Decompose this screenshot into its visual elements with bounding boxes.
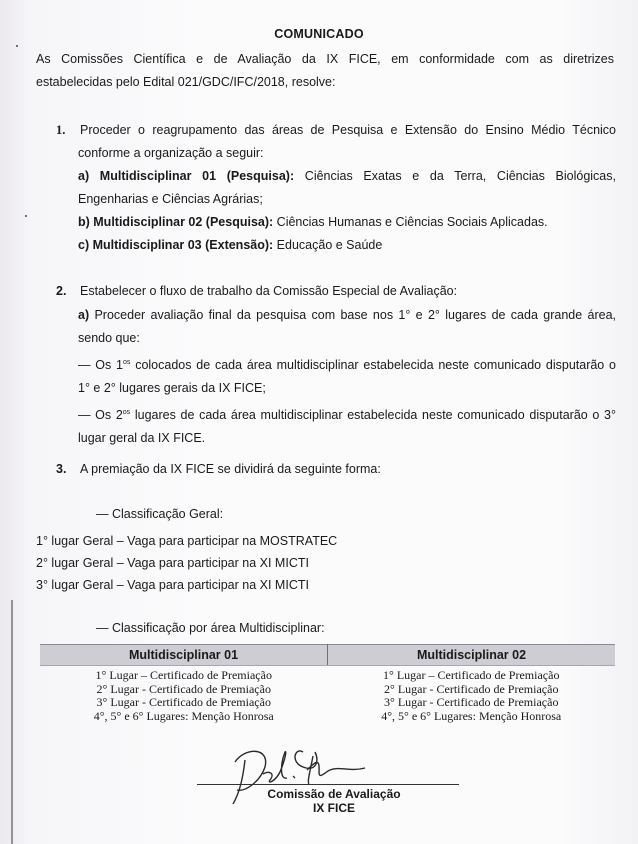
signature-line-1: Comissão de Avaliação bbox=[267, 787, 401, 801]
document-title: COMUNICADO bbox=[274, 27, 364, 41]
speck bbox=[16, 45, 18, 47]
item-3-number: 3. bbox=[56, 462, 67, 476]
table-row bbox=[40, 710, 615, 724]
item-3-line-1: A premiação da IX FICE se dividirá da seguinte forma: bbox=[80, 462, 381, 476]
table-row bbox=[40, 683, 615, 697]
item-1-c-label: c) Multidisciplinar 03 (Extensão): bbox=[78, 238, 274, 252]
bullet-2-prefix: — Os 2 bbox=[78, 407, 123, 422]
item-2-a-text-1: Proceder avaliação final da pesquisa com base nos 1° e 2° lugares de cada grande área, bbox=[94, 307, 616, 322]
item-2-a-label: a) bbox=[78, 307, 90, 322]
item-1-c bbox=[56, 234, 616, 257]
table-row bbox=[40, 666, 615, 683]
page-edge-shadow bbox=[11, 600, 13, 844]
table-cell: 1° Lugar – Certificado de Premiação bbox=[383, 668, 560, 682]
bullet-2-sup: os bbox=[122, 408, 131, 416]
item-1-a bbox=[56, 165, 616, 188]
item-1-number: 1. bbox=[56, 123, 66, 137]
intro-paragraph bbox=[36, 48, 614, 94]
item-1-a-text-1: Ciências Exatas e da Terra, Ciências Biológicas, bbox=[304, 169, 616, 183]
signature-block bbox=[195, 740, 465, 830]
item-1-b-label: b) Multidisciplinar 02 (Pesquisa): bbox=[78, 215, 274, 229]
item-2-bullet-2 bbox=[56, 401, 616, 428]
speck bbox=[25, 215, 27, 217]
item-3 bbox=[56, 458, 616, 481]
item-1-line-2: conforme a organização a seguir: bbox=[78, 146, 264, 160]
table-cell: 4°, 5° e 6° Lugares: Menção Honrosa bbox=[381, 708, 562, 723]
intro-line-1: As Comissões Científica e de Avaliação da IX FICE, em conformidade com as diretrizes bbox=[36, 52, 614, 66]
item-1-a-text-2: Engenharias e Ciências Agrárias; bbox=[78, 192, 263, 206]
item-2-a bbox=[56, 304, 616, 328]
geral-item: 2° lugar Geral – Vaga para participar na XI MICTI bbox=[36, 556, 309, 570]
column-header: Multidisciplinar 02 bbox=[328, 645, 616, 666]
item-1-c-text: Educação e Saúde bbox=[276, 238, 383, 252]
awards-table bbox=[40, 644, 615, 723]
classificacao-geral-list bbox=[36, 530, 337, 596]
column-header: Multidisciplinar 01 bbox=[40, 645, 328, 666]
item-2-a-text-2: sendo que: bbox=[78, 331, 140, 345]
table-cell: 4°, 5° e 6° Lugares: Menção Honrosa bbox=[93, 708, 274, 723]
item-1 bbox=[56, 119, 616, 257]
geral-item: 3° lugar Geral – Vaga para participar na XI MICTI bbox=[36, 578, 309, 592]
table-cell: 3° Lugar - Certificado de Premiação bbox=[96, 695, 271, 709]
table-cell: 3° Lugar - Certificado de Premiação bbox=[384, 695, 559, 709]
item-2-bullet-1 bbox=[56, 351, 616, 378]
geral-item: 1° lugar Geral – Vaga para participar na MOSTRATEC bbox=[36, 534, 338, 548]
item-2-number: 2. bbox=[56, 284, 67, 298]
classificacao-area-heading: — Classificação por área Multidisciplinar: bbox=[96, 621, 325, 635]
table-row bbox=[40, 696, 615, 710]
bullet-1-text: colocados de cada área multidisciplinar estabelecida neste comunicado disputarão o bbox=[135, 357, 616, 372]
item-2-bullet-1-line-2: 1° e 2° lugares gerais da IX FICE; bbox=[78, 381, 266, 396]
item-2-bullet-2-line-2: lugar geral da IX FICE. bbox=[78, 431, 206, 446]
table-cell: 2° Lugar - Certificado de Premiação bbox=[384, 681, 559, 696]
bullet-2-text: lugares de cada área multidisciplinar estabelecida neste comunicado disputarão o 3° bbox=[134, 407, 616, 422]
table-cell: 1° Lugar – Certificado de Premiação bbox=[95, 668, 272, 682]
signature-label bbox=[195, 787, 457, 815]
classificacao-geral-heading: — Classificação Geral: bbox=[96, 507, 224, 521]
bullet-1-prefix: — Os 1 bbox=[78, 357, 123, 372]
item-1-a-label: a) Multidisciplinar 01 (Pesquisa): bbox=[78, 169, 295, 183]
table-header-row bbox=[40, 645, 615, 666]
signature-line-2: IX FICE bbox=[312, 801, 355, 815]
intro-line-2: estabelecidas pelo Edital 021/GDC/IFC/2018, resolve: bbox=[36, 75, 336, 89]
item-1-line-1: Proceder o reagrupamento das áreas de Pesquisa e Extensão do Ensino Médio Técnico bbox=[80, 123, 616, 137]
item-1-b-text: Ciências Humanas e Ciências Sociais Aplicadas. bbox=[276, 215, 548, 229]
item-2 bbox=[56, 280, 616, 451]
item-2-line-1: Estabelecer o fluxo de trabalho da Comissão Especial de Avaliação: bbox=[80, 284, 458, 298]
item-1-b bbox=[56, 211, 616, 234]
bullet-1-sup: os bbox=[123, 358, 131, 366]
signature-line bbox=[197, 784, 459, 785]
table-cell: 2° Lugar - Certificado de Premiação bbox=[96, 681, 271, 696]
